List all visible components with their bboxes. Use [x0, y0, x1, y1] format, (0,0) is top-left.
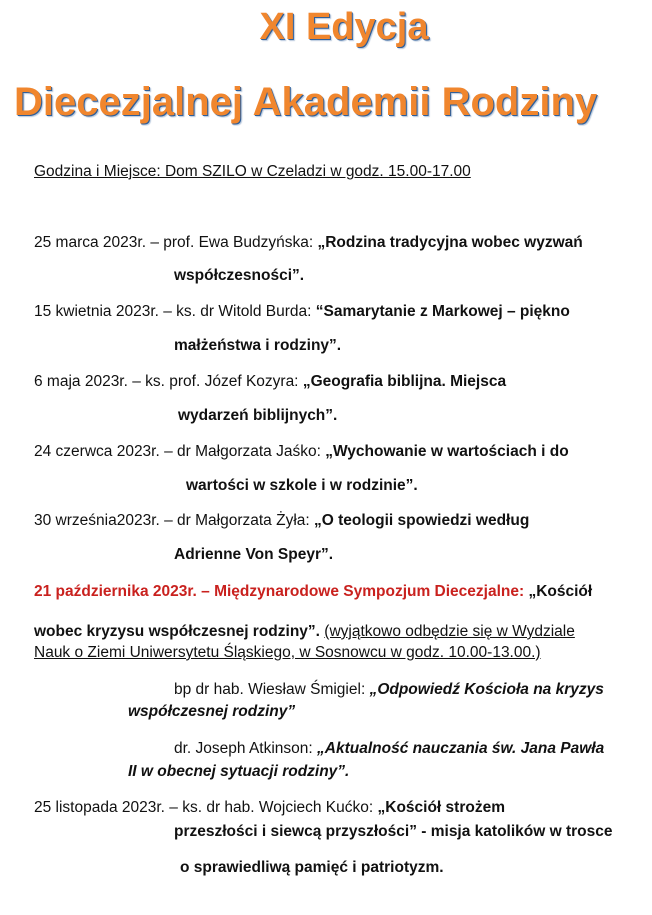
symposium-line-3: Nauk o Ziemi Uniwersytetu Śląskiego, w Sosnowcu w godz. 10.00-13.00.) [34, 644, 541, 661]
event-4-line-2 [186, 476, 418, 496]
symposium-note-a: (wyjątkowo [324, 623, 401, 640]
event-5-title-a: „O teologii spowiedzi według [314, 512, 530, 529]
event-3-title-a: „Geografia biblijna. Miejsca [302, 373, 507, 390]
event-6-line-3 [180, 858, 444, 878]
symposium-talk-1-line-2 [128, 702, 295, 722]
event-3-title-b: wydarzeń biblijnych”. [178, 407, 338, 424]
event-4-title-b: wartości w szkole i w rodzinie”. [186, 477, 418, 494]
event-1-line-1 [34, 233, 583, 253]
event-1-line-2 [174, 266, 304, 286]
event-6-line-1 [34, 798, 505, 818]
event-2-line-1 [34, 302, 570, 322]
symposium-talk-2-line-2 [128, 762, 349, 782]
event-3-lead: 6 maja 2023r. – ks. prof. Józef Kozyra: [34, 373, 303, 390]
event-5-lead: 30 września2023r. – dr Małgorzata Żyła: [34, 512, 314, 529]
title-line-1: XI Edycja [259, 6, 429, 48]
event-6-line-2 [174, 822, 613, 842]
event-2-lead: 15 kwietnia 2023r. – ks. dr Witold Burda: [34, 303, 316, 320]
event-4-line-1 [34, 442, 569, 462]
symposium-title-b: wobec kryzysu współczesnej rodziny”. [34, 623, 325, 640]
event-6-lead: 25 listopada 2023r. – ks. dr hab. Wojciech Kućko: [34, 799, 378, 816]
event-6-title-b: przeszłości i siewcą przyszłości” [174, 823, 417, 840]
symposium-line-1 [34, 582, 592, 602]
event-1-title-b: współczesności”. [174, 267, 305, 284]
talk-1-title-b: współczesnej rodziny” [128, 703, 296, 720]
event-3-line-1 [34, 372, 506, 392]
symposium-speaker-2 [174, 739, 604, 759]
speaker-2-name: dr. Joseph Atkinson: [174, 740, 318, 757]
event-4-title-a: „Wychowanie w wartościach i do [325, 443, 569, 460]
symposium-title-a: „Kościół [524, 583, 593, 600]
talk-2-title-b: II w obecnej sytuacji rodziny”. [128, 763, 350, 780]
info-line: Godzina i Miejsce: Dom SZILO w Czeladzi w godz. 15.00-17.00 [34, 163, 471, 180]
event-5-title-b: Adrienne Von Speyr”. [174, 546, 334, 563]
event-5-line-2 [174, 545, 333, 565]
speaker-1-name: bp dr hab. Wiesław Śmigiel: [174, 681, 370, 698]
talk-1-title-a: „Odpowiedź Kościoła na kryzys [369, 681, 604, 698]
event-3-line-2 [178, 406, 337, 426]
event-2-title-a: “Samarytanie z Markowej – piękno [315, 303, 570, 320]
event-6-line-c: o sprawiedliwą pamięć i patriotyzm. [180, 859, 444, 876]
event-2-title-b: małżeństwa i rodziny”. [174, 337, 342, 354]
symposium-speaker-1 [174, 680, 604, 700]
event-5-line-1 [34, 511, 529, 531]
event-6-rest-b: - misja katolików w trosce [416, 823, 613, 840]
title-line-2: Diecezjalnej Akademii Rodziny [14, 80, 598, 124]
event-4-lead: 24 czerwca 2023r. – dr Małgorzata Jaśko: [34, 443, 326, 460]
symposium-red-text: 21 października 2023r. – Międzynarodowe Sympozjum Diecezjalne: [34, 583, 525, 600]
event-1-title-a: „Rodzina tradycyjna wobec wyzwań [317, 234, 583, 251]
event-2-line-2 [174, 336, 341, 356]
symposium-note-b: odbędzie się w Wydziale [400, 623, 575, 640]
talk-2-title-a: „Aktualność nauczania św. Jana Pawła [317, 740, 605, 757]
event-1-lead: 25 marca 2023r. – prof. Ewa Budzyńska: [34, 234, 318, 251]
symposium-line-2 [34, 622, 575, 642]
event-6-title-a: „Kościół strożem [377, 799, 505, 816]
